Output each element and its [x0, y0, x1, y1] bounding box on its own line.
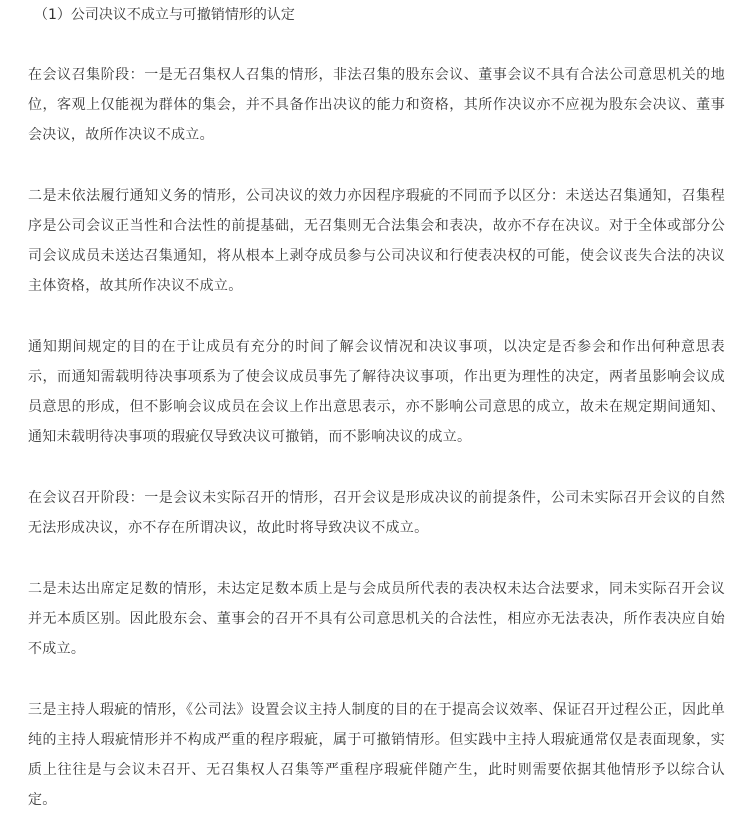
section-heading: （1）公司决议不成立与可撤销情形的认定 [34, 7, 295, 23]
paragraph-quorum: 二是未达出席定足数的情形，未达定足数本质上是与会成员所代表的表决权未达合法要求，同未实际召开会议并无本质区别。因此股东会、董事会的召开不具有公司意思机关的合法性，相应亦无法表决，所作表决应自始不成立。 [28, 581, 725, 657]
paragraph-notice-period: 通知期间规定的目的在于让成员有充分的时间了解会议情况和决议事项，以决定是否参会和作出何种意思表示，而通知需载明待决事项系为了使会议成员事先了解待决议事项，作出更为理性的决定，两者虽影响会议成员意思的形成，但不影响会议成员在会议上作出意思表示，亦不影响公司意思的成立，故未在规定期间通知、通知未载明待决事项的瑕疵仅导致决议可撤销，而不影响决议的成立。 [28, 339, 725, 445]
paragraph-chair-defect: 三是主持人瑕疵的情形，《公司法》设置会议主持人制度的目的在于提高会议效率、保证召开过程公正，因此单纯的主持人瑕疵情形并不构成严重的程序瑕疵，属于可撤销情形。但实践中主持人瑕疵通常仅是表面现象，实质上往往是与会议未召开、无召集权人召集等严重程序瑕疵伴随产生，此时则需要依据其他情形予以综合认定。 [28, 702, 725, 808]
paragraph-notice-obligation: 二是未依法履行通知义务的情形，公司决议的效力亦因程序瑕疵的不同而予以区分：未送达召集通知，召集程序是公司会议正当性和合法性的前提基础，无召集则无合法集会和表决，故亦不存在决议。对于全体或部分公司会议成员未送达召集通知，将从根本上剥夺成员参与公司决议和行使表决权的可能，使会议丧失合法的决议主体资格，故其所作决议不成立。 [28, 188, 725, 294]
paragraph-meeting-stage: 在会议召开阶段：一是会议未实际召开的情形，召开会议是形成决议的前提条件，公司未实际召开会议的自然无法形成决议，亦不存在所谓决议，故此时将导致决议不成立。 [28, 490, 725, 536]
paragraph-convening-stage: 在会议召集阶段：一是无召集权人召集的情形，非法召集的股东会议、董事会议不具有合法公司意思机关的地位，客观上仅能视为群体的集会，并不具备作出决议的能力和资格，其所作决议亦不应视为股东会决议、董事会决议，故所作决议不成立。 [28, 67, 725, 143]
